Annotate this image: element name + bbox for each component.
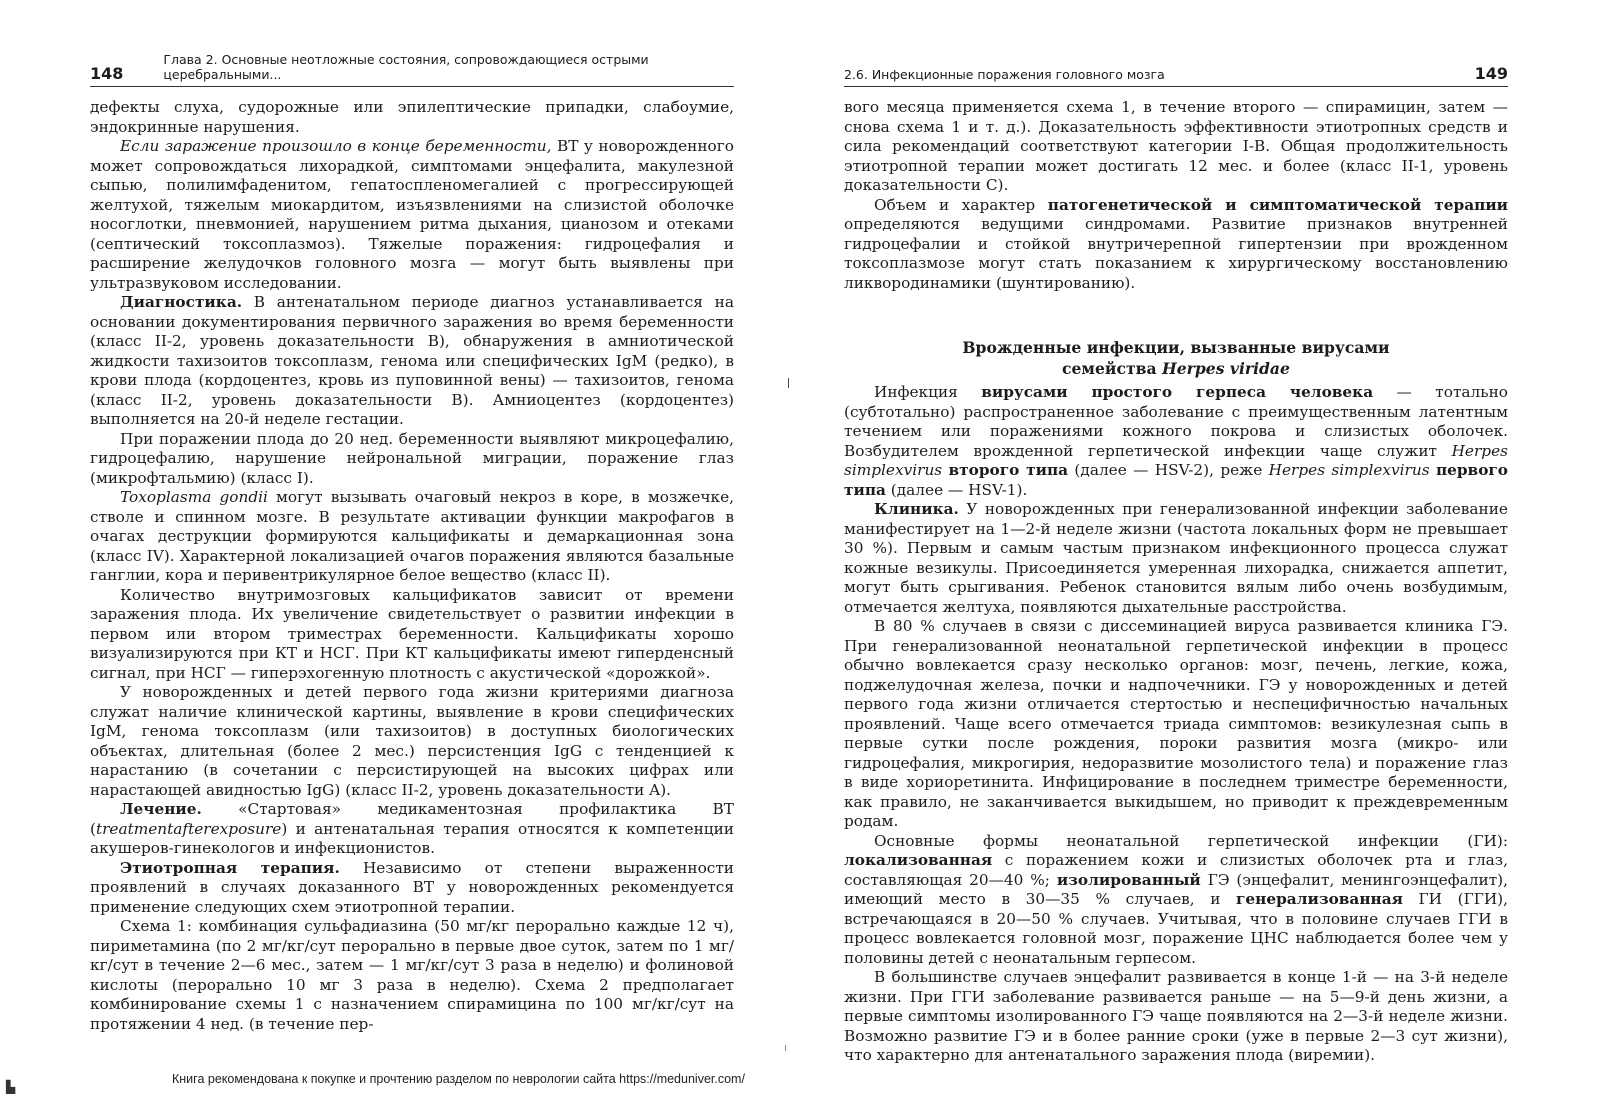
text-run: ВТ у новорожденного может сопровождаться лихорадкой, симптомами энцефалита, макулезной сыпью, полилимфаденитом, гепатоспленомегалией с прогрессирующей желтухой, тяжелым миокардитом, изъязвлениями на слизистой оболочке носоглотки, пневмонией, нарушением ритма дыхания, цианозом и отеками (септический токсоплазмоз). Тяжелые поражения: гидроцефалия и расширение желудочков головного мозга — могут быть выявлены при ультразвуковом исследовании. [90, 137, 734, 292]
text-run: У новорожденных и детей первого года жизни критериями диагноза служат наличие клинической картины, выявление в крови специфических IgM, генома токсоплазм (или тахизоитов) в доступных биологических объектах, длительная (более 2 мес.) персистенция IgG с тенденцией к нарастанию (в сочетании с персистирующей на высоких цифрах или нарастающей авидностью IgG) (класс II-2, уровень доказательности A). [90, 683, 734, 799]
text-run: При поражении плода до 20 нед. беременности выявляют микроцефалию, гидроцефалию, нарушение нейрональной миграции, поражение глаз (микрофтальмию) (класс I). [90, 429, 734, 487]
left-running-header [90, 52, 734, 87]
paragraph [90, 800, 734, 859]
italic-text-run: treatmentafterexposure [95, 819, 282, 838]
italic-text-run: Если заражение произошло в конце беременности, [120, 137, 552, 155]
right-paragraphs-after [844, 383, 1508, 1066]
bold-text-run: Клиника. [874, 500, 959, 518]
paragraph [90, 683, 734, 800]
bold-text-run: Лечение. [120, 800, 202, 818]
section-title [844, 337, 1508, 379]
text-run: ГЭ (энцефалит, менингоэнцефалит), имеющий место в 30—35 % случаев, и [844, 870, 1508, 908]
paragraph [90, 98, 734, 137]
text-run: вого месяца применяется схема 1, в течение второго — спирамицин, затем — снова схема 1 и т. д.). Доказательность эффективности этиотропных средств и сила рекомендаций соответствуют категории I-B. Общая продолжительность этиотропной терапии может достигать 12 мес. и более (класс II-1, уровень доказательности C). [844, 98, 1508, 194]
paragraph [844, 617, 1508, 832]
bold-text-run: Диагностика. [120, 293, 243, 311]
left-running-title: Глава 2. Основные неотложные состояния, сопровождающиеся острыми церебральными... [163, 52, 649, 82]
gutter-tick-mark [785, 1045, 786, 1051]
paragraph [90, 137, 734, 293]
italic-text-run: Herpes simplexvirus [844, 441, 1508, 479]
paragraph [90, 859, 734, 918]
paragraph [90, 917, 734, 1034]
section-title-genus: Herpes viridae [1162, 359, 1290, 378]
scan-corner-mark: ▙ [6, 1080, 16, 1094]
paragraph [90, 586, 734, 684]
text-run: — тотально (субтотально) распространенное заболевание с преимущественным латентным течением или поражениями кожного покрова и слизистых оболочек. Возбудителем врожденной герпетической инфекции чаще служит [844, 383, 1508, 460]
bold-text-run: вирусами простого герпеса человека [981, 383, 1374, 401]
italic-text-run: Herpes simplexvirus [1268, 461, 1430, 479]
bold-text-run: первого типа [844, 461, 1508, 499]
text-run: Основные формы неонатальной герпетической инфекции (ГИ): [874, 831, 1508, 850]
paragraph [90, 488, 734, 586]
bold-text-run: второго типа [948, 461, 1069, 479]
right-running-title: 2.6. Инфекционные поражения головного мозга [844, 67, 1165, 82]
text-run: В 80 % случаев в связи с диссеминацией вируса развивается клиника ГЭ. При генерализованной неонатальной герпетической инфекции в процесс обычно вовлекается сразу несколько органов: мозг, печень, легкие, кожа, поджелудочная железа, почки и надпочечники. ГЭ у новорожденных и детей первого года жизни отличается стертостью и неспецифичностью начальных проявлений. Чаще всего отмечается триада симптомов: везикулезная сыпь в первые сутки после рождения, пороки развития мозга (микро- или гидроцефалия, микрогирия, недоразвитие мозолистого тела) и поражение глаз в виде хориоретинита. Инфицирование в последнем триместре беременности, как правило, не заканчивается выкидышем, но приводит к преждевременным родам. [844, 617, 1508, 830]
paragraph [844, 500, 1508, 617]
paragraph [90, 430, 734, 489]
text-run: ) и антенатальная терапия относятся к компетенции акушеров-гинекологов и инфекционистов. [90, 819, 734, 857]
paragraph [844, 98, 1508, 196]
text-run: определяются ведущими синдромами. Развитие признаков внутренней гидроцефалии и стойкой внутричерепной гипертензии при врожденном токсоплазмозе могут стать показанием к хирургическому восстановлению ликвородинамики (шунтированию). [844, 215, 1508, 292]
text-run: В большинстве случаев энцефалит развивается в конце 1-й — на 3-й неделе жизни. При ГГИ заболевание развивается раньше — на 5—9-й день жизни, а первые симптомы изолированного ГЭ чаще появляются на 2—3-й неделе жизни. Возможно развитие ГЭ и в более ранние сроки (уже в первые 2—3 сут жизни), что характерно для антенатального заражения плода (виремии). [844, 968, 1508, 1064]
paragraph [844, 968, 1508, 1066]
paragraph [844, 383, 1508, 500]
right-page [800, 0, 1600, 1119]
text-run: Инфекция [874, 383, 982, 401]
footer-note: Книга рекомендована к покупке и прочтению разделом по неврологии сайта https://meduniver.com/ [172, 1072, 745, 1086]
bold-text-run: изолированный [1056, 870, 1201, 889]
text-run: Объем и характер [874, 195, 1048, 214]
bold-text-run: патогенетической и симптоматической терапии [1047, 195, 1509, 214]
right-paragraphs-before [844, 98, 1508, 293]
italic-text-run: Toxoplasma gondii [120, 488, 268, 506]
text-run: В антенатальном периоде диагноз устанавливается на основании документирования первичного заражения во время беременности (класс II-2, уровень доказательности B), обнаружения в амниотической жидкости тахизоитов токсоплазм, генома или специфических IgM (редко), в крови плода (кордоцентез, кровь из пуповинной вены) — тахизоитов, генома (класс II-2, уровень доказательности B). Амниоцентез (кордоцентез) выполняется на 20-й неделе гестации. [90, 293, 734, 428]
text-run: Схема 1: комбинация сульфадиазина (50 мг/кг перорально каждые 12 ч), пириметамина (по 2 мг/кг/сут перорально в первые двое суток, затем по 1 мг/кг/сут в течение 2—6 мес., затем — 1 мг/кг/сут 3 раза в неделю) и фолиновой кислоты (перорально 10 мг 3 раза в неделю). Схема 2 предполагает комбинирование схемы 1 с назначением спирамицина по 100 мг/кг/сут на протяжении 4 нед. (в течение пер- [90, 917, 734, 1033]
text-run: «Стартовая» медикаментозная профилактика ВТ ( [90, 800, 734, 838]
text-run: (далее — HSV-2), реже [1068, 461, 1269, 479]
right-page-number: 149 [1474, 64, 1508, 83]
gutter-tick-mark [788, 378, 789, 388]
paragraph [90, 293, 734, 430]
text-run: могут вызывать очаговый некроз в коре, в мозжечке, стволе и спинном мозге. В результате активации функции макрофагов в очагах деструкции формируются кальцификаты и демаркационная зона (класс IV). Характерной локализацией очагов поражения являются базальные ганглии, кора и перивентрикулярное белое вещество (класс II). [90, 488, 734, 584]
right-running-header [844, 62, 1508, 87]
text-run: У новорожденных при генерализованной инфекции заболевание манифестирует на 1—2-й неделе жизни (частота локальных форм не превышает 30 %). Первым и самым частым признаком инфекционного процесса служат кожные везикулы. Присоединяется умеренная лихорадка, снижается аппетит, могут быть срыгивания. Ребенок становится вялым либо очень возбудимым, отмечается желтуха, появляются дыхательные расстройства. [844, 500, 1508, 616]
section-title-line1: Врожденные инфекции, вызванные вирусами [962, 338, 1390, 357]
paragraph [844, 196, 1508, 294]
bold-text-run: Этиотропная терапия. [120, 858, 340, 877]
right-body-text [844, 98, 1508, 1066]
left-page-number: 148 [90, 64, 124, 83]
left-body-text [90, 98, 734, 1034]
text-run: Независимо от степени выраженности проявлений в случаях доказанного ВТ у новорожденных рекомендуется применение следующих схем этиотропной терапии. [90, 858, 734, 916]
bold-text-run: локализованная [844, 851, 993, 869]
text-run: ГИ (ГГИ), встречающаяся в 20—50 % случаев. Учитывая, что в половине случаев ГГИ в процесс вовлекается головной мозг, поражение ЦНС наблюдается более чем у половины детей с неонатальным герпесом. [844, 890, 1508, 967]
text-run: дефекты слуха, судорожные или эпилептические припадки, слабоумие, эндокринные нарушения. [90, 98, 734, 136]
text-run: с поражением кожи и слизистых оболочек рта и глаз, составляющая 20—40 %; [844, 851, 1508, 889]
bold-text-run: генерализованная [1236, 890, 1403, 908]
section-title-line2: семейства [1062, 359, 1162, 378]
text-run: (далее — HSV-1). [885, 480, 1028, 499]
paragraph [844, 832, 1508, 969]
text-run: Количество внутримозговых кальцификатов зависит от времени заражения плода. Их увеличение свидетельствует о развитии инфекции в первом или втором триместрах беременности. Кальцификаты хорошо визуализируются при КТ и НСГ. При КТ кальцификаты имеют гиперденсный сигнал, при НСГ — гиперэхогенную плотность с акустической «дорожкой». [90, 585, 734, 682]
